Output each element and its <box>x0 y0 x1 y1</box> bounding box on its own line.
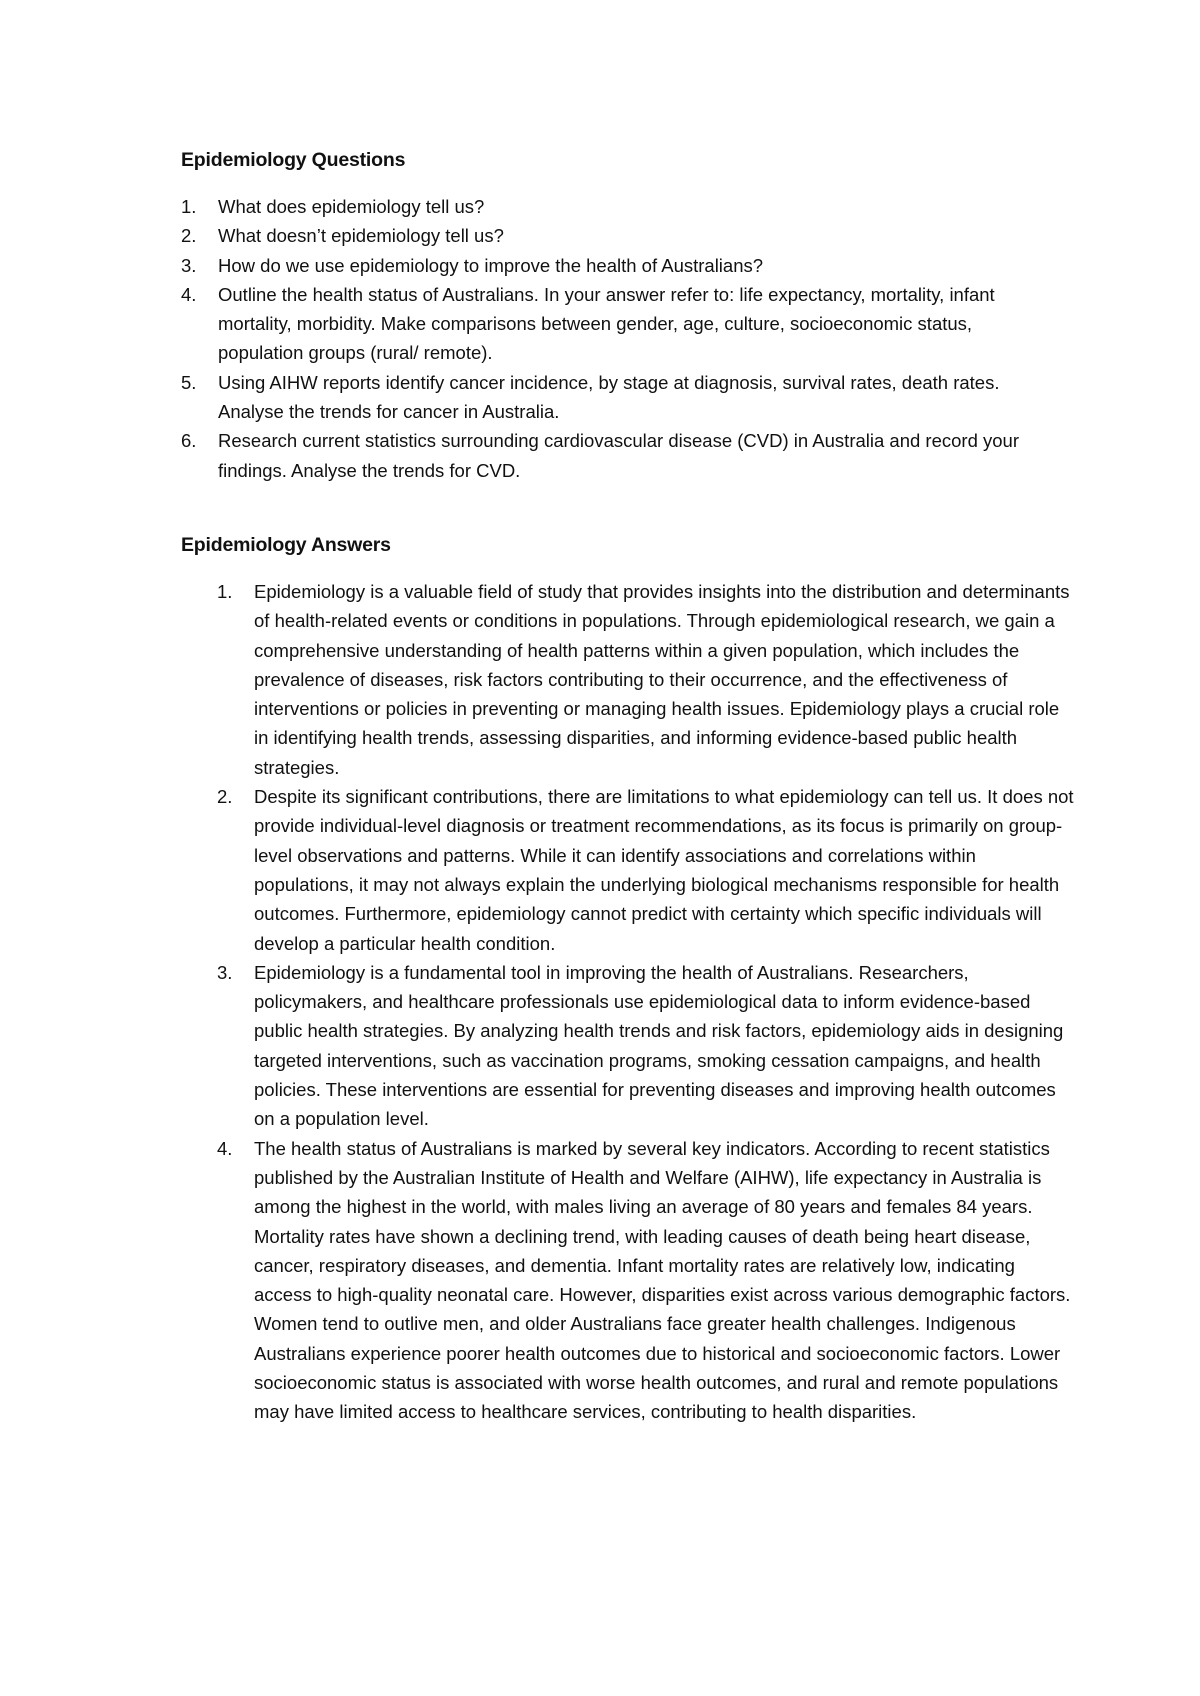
answer-text: Epidemiology is a valuable field of study that provides insights into the distribution and determinants of health-related events or conditions in populations. Through epidemiological research, we gain a comprehensive understanding of health patterns within a given population, which includes the prevalence of diseases, risk factors contributing to their occurrence, and the effectiveness of interventions or policies in preventing or managing health issues. Epidemiology plays a crucial role in identifying health trends, assessing disparities, and informing evidence-based public health strategies. <box>254 581 1070 778</box>
answer-number: 1. <box>217 581 233 602</box>
question-item <box>181 192 1061 221</box>
answer-number: 4. <box>217 1137 233 1159</box>
question-number: 1. <box>181 196 197 217</box>
answer-item <box>217 958 1075 1134</box>
answer-number: 3. <box>217 961 233 983</box>
question-item <box>181 280 1061 368</box>
answer-text: Epidemiology is a fundamental tool in improving the health of Australians. Researchers, policymakers, and healthcare professionals use epidemiological data to inform evidence-based public health strategies. By analyzing health trends and risk factors, epidemiology aids in designing targeted interventions, such as vaccination programs, smoking cessation campaigns, and health policies. These interventions are essential for preventing diseases and improving health outcomes on a population level. <box>254 961 1064 1130</box>
question-text: Outline the health status of Australians. In your answer refer to: life expectancy, mortality, infant mortality, morbidity. Make comparisons between gender, age, culture, socioeconomic status, population groups (rural/ remote). <box>218 283 995 364</box>
question-item <box>181 251 1061 280</box>
question-number: 3. <box>181 254 197 276</box>
question-item <box>181 368 1061 427</box>
answer-item <box>217 782 1075 958</box>
answers-heading: Epidemiology Answers <box>181 534 391 556</box>
questions-list <box>181 192 1061 485</box>
answer-text: The health status of Australians is marked by several key indicators. According to recent statistics published by the Australian Institute of Health and Welfare (AIHW), life expectancy in Australia is among the highest in the world, with males living an average of 80 years and females 84 years. Mortality rates have shown a declining trend, with leading causes of death being heart disease, cancer, respiratory diseases, and dementia. Infant mortality rates are relatively low, indicating access to high-quality neonatal care. However, disparities exist across various demographic factors. Women tend to outlive men, and older Australians face greater health challenges. Indigenous Australians experience poorer health outcomes due to historical and socioeconomic factors. Lower socioeconomic status is associated with worse health outcomes, and rural and remote populations may have limited access to healthcare services, contributing to health disparities. <box>254 1137 1071 1423</box>
question-number: 2. <box>181 225 197 247</box>
answers-list <box>217 577 1075 1427</box>
question-number: 6. <box>181 430 197 452</box>
answer-number: 2. <box>217 786 233 808</box>
answer-text: Despite its significant contributions, there are limitations to what epidemiology can tell us. It does not provide individual-level diagnosis or treatment recommendations, as its focus is primarily on group-level observations and patterns. While it can identify associations and correlations within populations, it may not always explain the underlying biological mechanisms responsible for health outcomes. Furthermore, epidemiology cannot predict with certainty which specific individuals will develop a particular health condition. <box>254 786 1074 954</box>
question-text: How do we use epidemiology to improve the health of Australians? <box>218 254 764 276</box>
question-text: What does epidemiology tell us? <box>218 196 485 217</box>
question-text: Using AIHW reports identify cancer incidence, by stage at diagnosis, survival rates, death rates. Analyse the trends for cancer in Australia. <box>218 371 1000 423</box>
question-item <box>181 221 1061 250</box>
answer-item <box>217 1134 1075 1427</box>
question-number: 5. <box>181 371 197 393</box>
answer-item <box>217 577 1075 782</box>
question-text: Research current statistics surrounding cardiovascular disease (CVD) in Australia and record your findings. Analyse the trends for CVD. <box>218 430 1019 481</box>
question-number: 4. <box>181 283 197 305</box>
question-item <box>181 426 1061 485</box>
questions-heading: Epidemiology Questions <box>181 149 406 171</box>
question-text: What doesn’t epidemiology tell us? <box>218 225 504 247</box>
